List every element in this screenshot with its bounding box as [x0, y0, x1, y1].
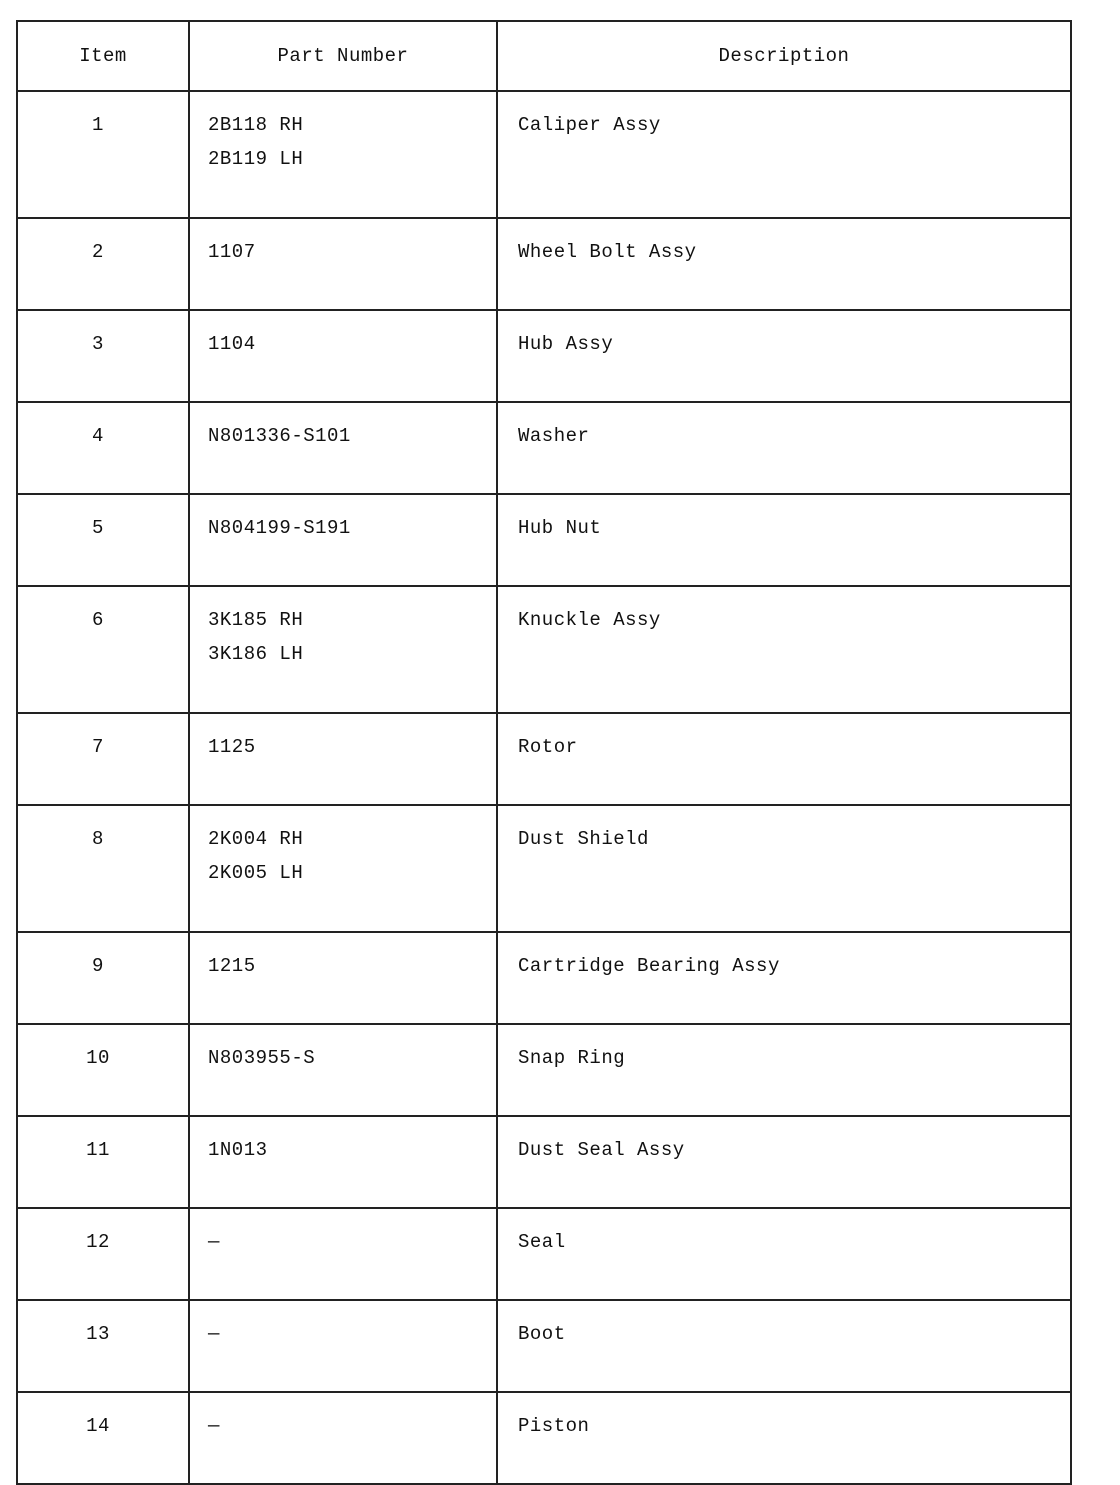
item-number: 6	[92, 609, 104, 631]
item-number: 7	[92, 736, 104, 758]
part-number: 1215	[208, 955, 256, 977]
item-cell	[17, 1116, 189, 1208]
table-row	[17, 1392, 1071, 1484]
part-number: 3K185 RH	[208, 609, 304, 631]
item-number: 2	[92, 241, 104, 263]
part-number: N801336-S101	[208, 425, 351, 447]
part-number-cell	[189, 310, 497, 402]
item-cell	[17, 713, 189, 805]
item-number: 12	[86, 1231, 110, 1253]
part-number-cell	[189, 586, 497, 713]
part-number-cell	[189, 1024, 497, 1116]
description-text: Dust Seal Assy	[518, 1139, 685, 1161]
table-row	[17, 494, 1071, 586]
description-header: Description	[497, 21, 1071, 91]
item-number: 8	[92, 828, 104, 850]
table-row	[17, 932, 1071, 1024]
description-cell	[497, 218, 1071, 310]
item-number: 5	[92, 517, 104, 539]
part-number: N804199-S191	[208, 517, 351, 539]
description-text: Boot	[518, 1323, 566, 1345]
description-text: Piston	[518, 1415, 590, 1437]
part-number-cell	[189, 218, 497, 310]
description-text: Hub Nut	[518, 517, 602, 539]
table-row	[17, 218, 1071, 310]
description-cell	[497, 932, 1071, 1024]
part-number: 1107	[208, 241, 256, 263]
description-cell	[497, 91, 1071, 218]
item-number: 3	[92, 333, 104, 355]
item-number: 4	[92, 425, 104, 447]
description-text: Cartridge Bearing Assy	[518, 955, 780, 977]
description-text: Seal	[518, 1231, 566, 1253]
description-cell	[497, 402, 1071, 494]
description-cell	[497, 586, 1071, 713]
description-cell	[497, 494, 1071, 586]
item-cell	[17, 218, 189, 310]
header-row	[17, 21, 1071, 91]
description-text: Knuckle Assy	[518, 609, 661, 631]
item-number: 11	[86, 1139, 110, 1161]
part-number-cell	[189, 932, 497, 1024]
description-text: Caliper Assy	[518, 114, 661, 136]
item-number: 14	[86, 1415, 110, 1437]
part-number-cell	[189, 402, 497, 494]
table-body	[17, 91, 1071, 1484]
table-row	[17, 402, 1071, 494]
description-text: Rotor	[518, 736, 578, 758]
part-number: 2B119 LH	[208, 148, 304, 170]
description-text: Snap Ring	[518, 1047, 626, 1069]
item-cell	[17, 1392, 189, 1484]
table-row	[17, 1208, 1071, 1300]
table-row	[17, 1024, 1071, 1116]
description-text: Wheel Bolt Assy	[518, 241, 697, 263]
item-header: Item	[17, 21, 189, 91]
description-cell	[497, 805, 1071, 932]
item-cell	[17, 1024, 189, 1116]
part-number-cell	[189, 1300, 497, 1392]
part-number: 3K186 LH	[208, 643, 304, 665]
part-number: 1125	[208, 736, 256, 758]
table-row	[17, 1300, 1071, 1392]
description-cell	[497, 1392, 1071, 1484]
part-number-cell	[189, 91, 497, 218]
table-row	[17, 91, 1071, 218]
parts-table	[16, 20, 1072, 1485]
item-cell	[17, 805, 189, 932]
table-row	[17, 713, 1071, 805]
table-row	[17, 586, 1071, 713]
item-number: 9	[92, 955, 104, 977]
item-cell	[17, 91, 189, 218]
part-number: 2K004 RH	[208, 828, 304, 850]
part-number-header: Part Number	[189, 21, 497, 91]
part-number: —	[208, 1231, 220, 1253]
description-cell	[497, 1116, 1071, 1208]
part-number-cell	[189, 1392, 497, 1484]
part-number: 2K005 LH	[208, 862, 304, 884]
part-number-cell	[189, 713, 497, 805]
item-cell	[17, 310, 189, 402]
part-number: —	[208, 1323, 220, 1345]
item-cell	[17, 586, 189, 713]
part-number: 1N013	[208, 1139, 268, 1161]
description-text: Dust Shield	[518, 828, 649, 850]
description-text: Washer	[518, 425, 590, 447]
part-number-cell	[189, 1116, 497, 1208]
description-cell	[497, 713, 1071, 805]
description-cell	[497, 1300, 1071, 1392]
description-text: Hub Assy	[518, 333, 614, 355]
part-number-cell	[189, 494, 497, 586]
item-cell	[17, 494, 189, 586]
description-cell	[497, 1024, 1071, 1116]
description-cell	[497, 1208, 1071, 1300]
part-number: N803955-S	[208, 1047, 316, 1069]
table-row	[17, 310, 1071, 402]
item-cell	[17, 932, 189, 1024]
part-number-cell	[189, 1208, 497, 1300]
item-number: 13	[86, 1323, 110, 1345]
table-row	[17, 805, 1071, 932]
description-cell	[497, 310, 1071, 402]
part-number: —	[208, 1415, 220, 1437]
item-number: 10	[86, 1047, 110, 1069]
part-number: 1104	[208, 333, 256, 355]
table-row	[17, 1116, 1071, 1208]
item-cell	[17, 402, 189, 494]
part-number: 2B118 RH	[208, 114, 304, 136]
item-cell	[17, 1208, 189, 1300]
item-cell	[17, 1300, 189, 1392]
item-number: 1	[92, 114, 104, 136]
part-number-cell	[189, 805, 497, 932]
